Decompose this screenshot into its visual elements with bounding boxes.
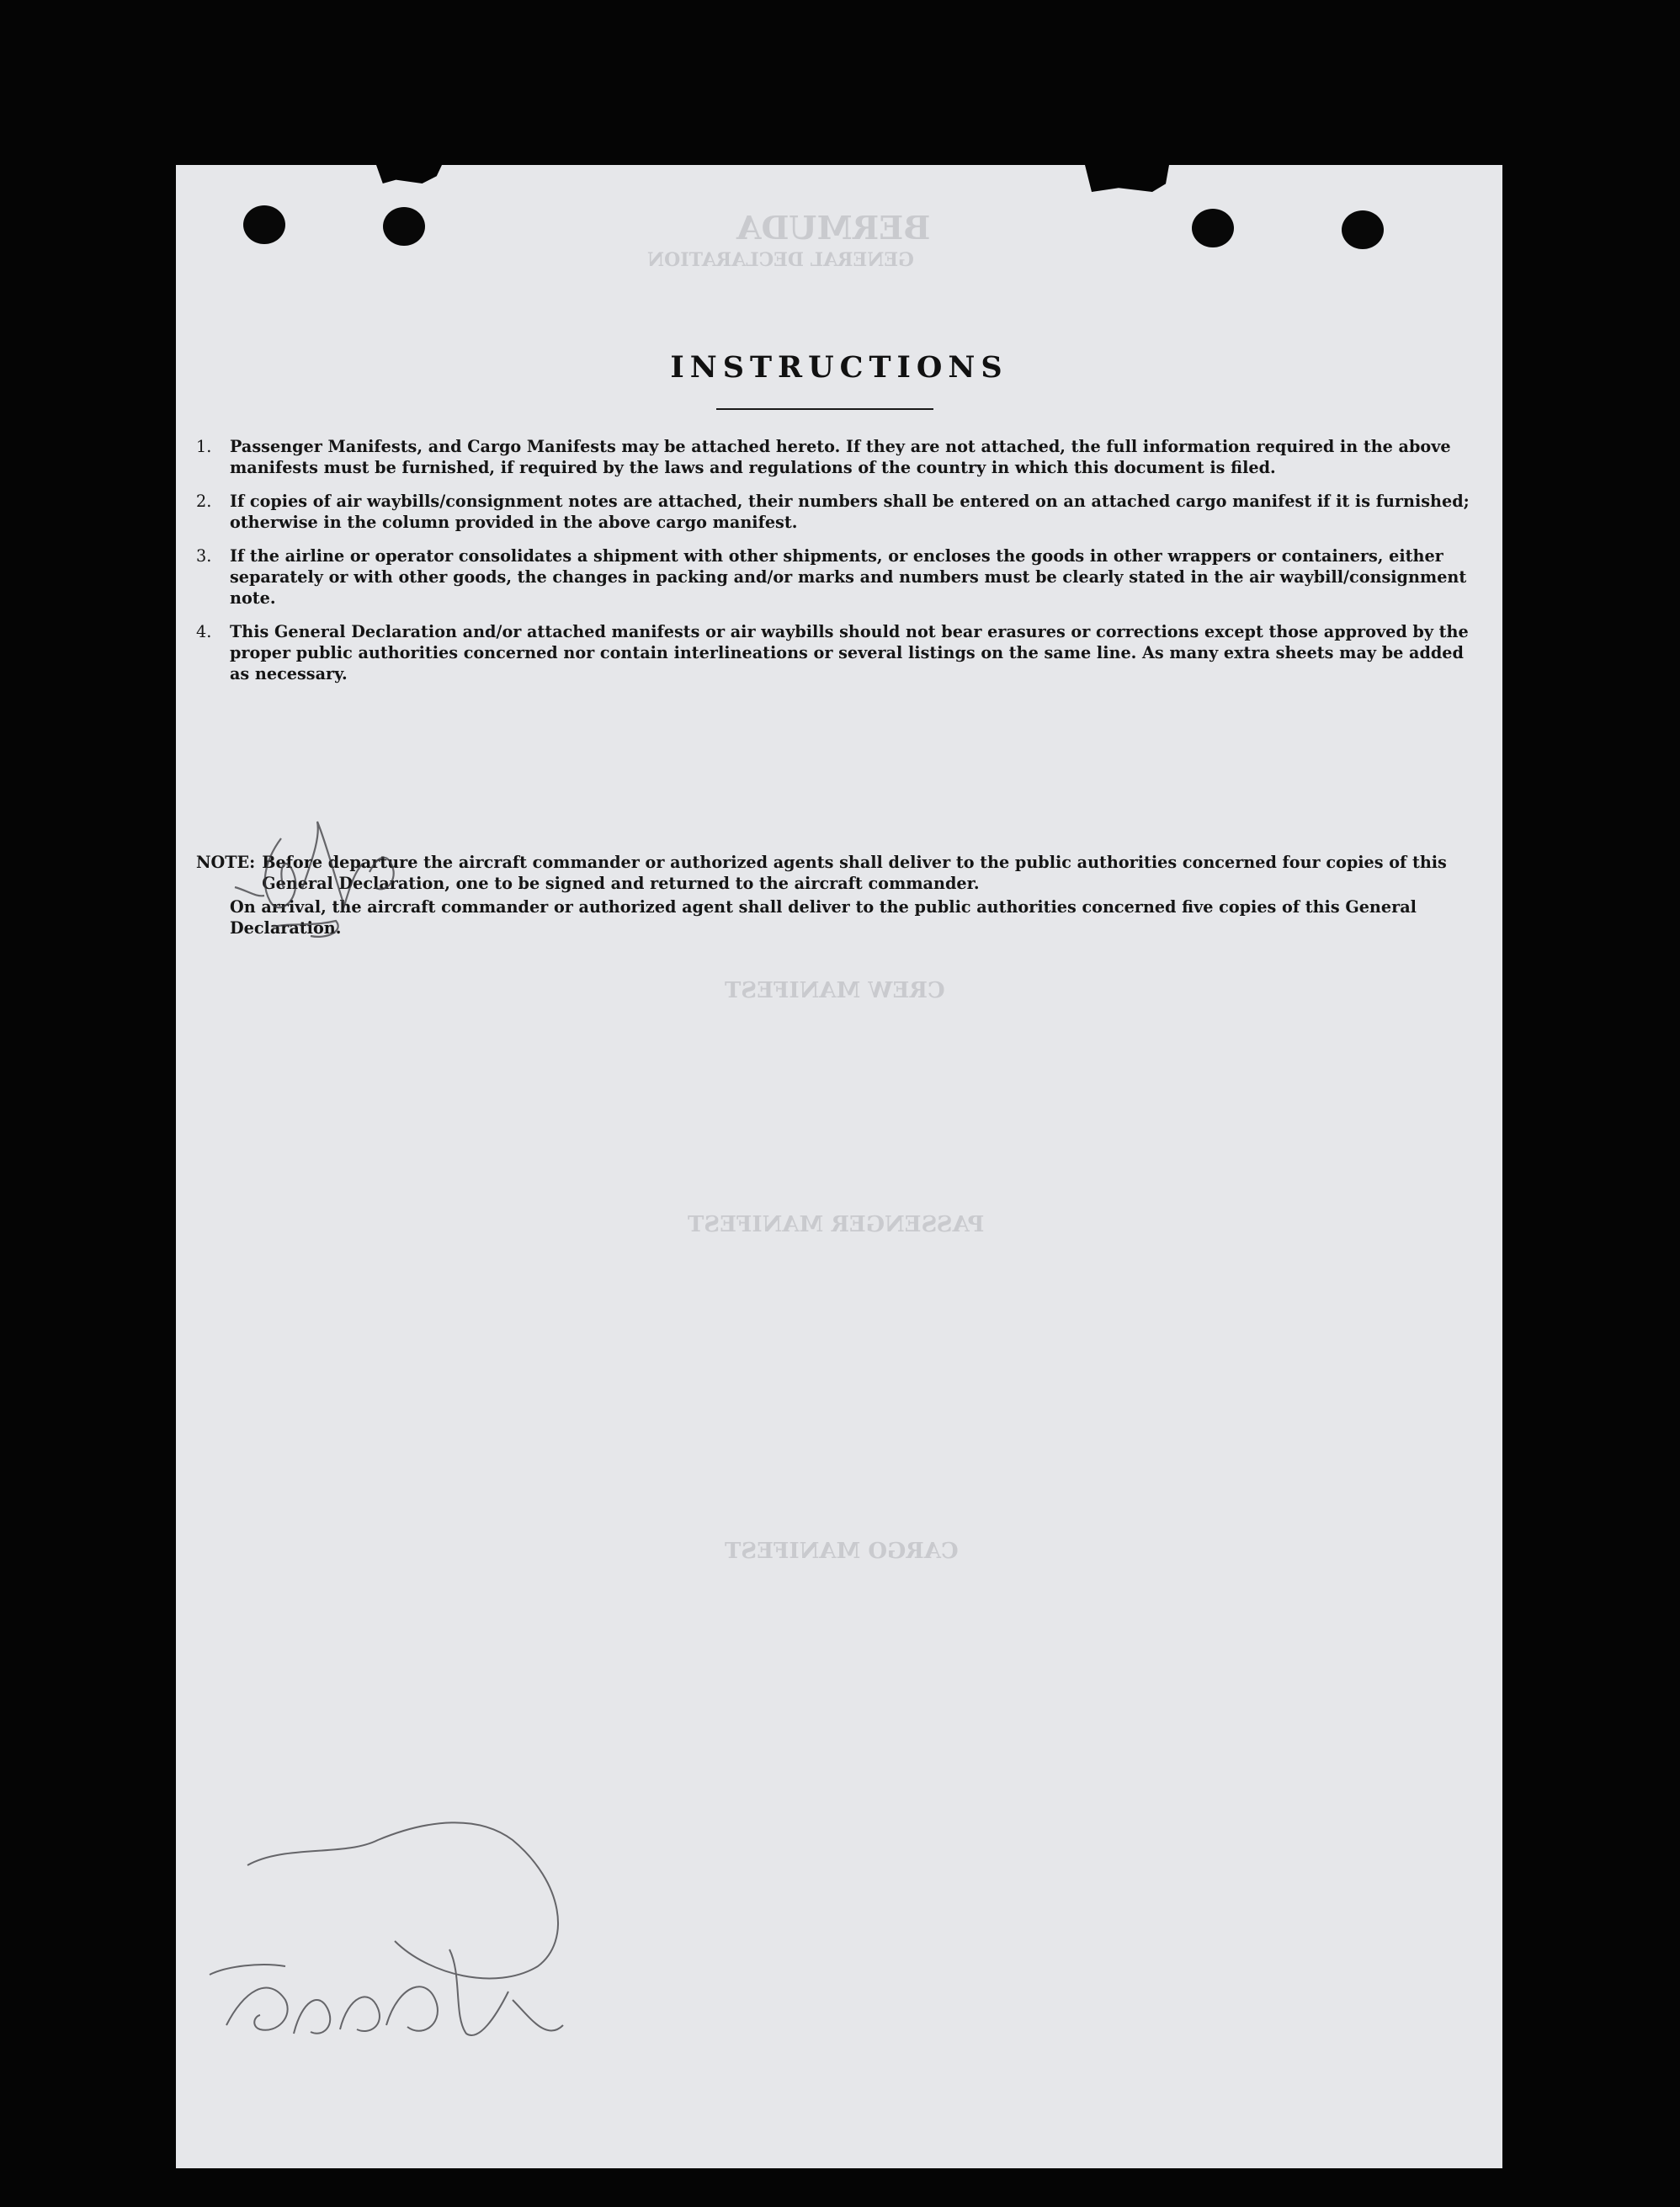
- instruction-number: 2.: [196, 492, 212, 511]
- instruction-text: Passenger Manifests, and Cargo Manifests may be attached hereto. If they are not attached, the full information required in the above manifests must be furnished, if required by the laws and regulations of the country in which this document is filed.: [230, 437, 1451, 477]
- bleed-cargo-manifest: CARGO MANIFEST: [725, 1539, 959, 1564]
- instruction-number: 4.: [196, 622, 212, 641]
- instruction-text: If copies of air waybills/consignment notes are attached, their numbers shall be entered on an attached cargo manifest if it is furnished; otherwise in the column provided in the above cargo manifest.: [230, 492, 1470, 532]
- handwriting-layer: [176, 165, 1502, 2168]
- instruction-number: 1.: [196, 437, 212, 456]
- instruction-text: This General Declaration and/or attached manifests or air waybills should not bear erasures or corrections except those approved by the proper public authorities concerned nor contain interlineations or several listings on the same line. As many extra sheets may be added as necessary.: [230, 622, 1469, 683]
- bleed-crew-manifest: CREW MANIFEST: [725, 978, 945, 1003]
- document-page: [176, 165, 1502, 2168]
- bleed-passenger-manifest: PASSENGER MANIFEST: [688, 1212, 985, 1237]
- note-text-2: On arrival, the aircraft commander or authorized agent shall deliver to the public authorities concerned five copies of this General Declaration.: [230, 897, 1417, 938]
- note-label: NOTE:: [196, 853, 256, 872]
- handwritten-signature: [210, 1822, 563, 2035]
- bleed-header: BERMUDA: [736, 209, 931, 247]
- instruction-number: 3.: [196, 546, 212, 566]
- handwritten-annotation: [235, 822, 394, 937]
- note-text-1: Before departure the aircraft commander or authorized agents shall deliver to the public authorities concerned four copies of this General Declaration, one to be signed and returned to the aircraft commander.: [262, 853, 1447, 893]
- instruction-text: If the airline or operator consolidates a shipment with other shipments, or encloses the goods in other wrappers or containers, either separately or with other goods, the changes in packing and/or marks and numbers must be clearly stated in the air waybill/consignment note.: [230, 546, 1467, 608]
- page-title: INSTRUCTIONS: [670, 350, 1008, 385]
- bleed-subheader: GENERAL DECLARATION: [647, 249, 914, 271]
